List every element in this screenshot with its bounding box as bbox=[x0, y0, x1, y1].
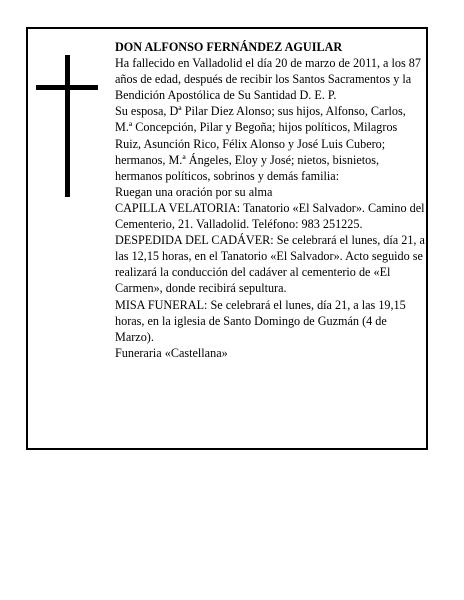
prayer-request: Ruegan una oración por su alma bbox=[115, 184, 273, 199]
wake-chapel-info: CAPILLA VELATORIA: Tanatorio «El Salvador». Camino del Cementerio, 21. Valladolid. Teléfono: 983 251225. bbox=[115, 200, 425, 232]
cross-vertical-bar bbox=[65, 55, 70, 197]
family-list: Su esposa, Dª Pilar Diez Alonso; sus hijos, Alfonso, Carlos, M.ª Concepción, Pilar y Begoña; hijos políticos, Milagros Ruiz, Asunción Rico, Félix Alonso y José Luis Cubero; hermanos, M.ª Ángeles, Eloy y José; nietos, bisnietos, hermanos políticos, sobrinos y demás familia: bbox=[115, 104, 406, 183]
farewell-info: DESPEDIDA DEL CADÁVER: Se celebrará el lunes, día 21, a las 12,15 horas, en el Tanatorio «El Salvador». Acto seguido se realizará la conducción del cadáver al cementerio de «El Carmen», donde recibirá sepultura. bbox=[115, 233, 425, 296]
cross-icon bbox=[36, 55, 98, 197]
funeral-mass-info: MISA FUNERAL: Se celebrará el lunes, día 21, a las 19,15 horas, en la iglesia de Santo Domingo de Guzmán (4 de Marzo). bbox=[115, 297, 406, 344]
funeral-home: Funeraria «Castellana» bbox=[115, 345, 228, 360]
obituary-text bbox=[115, 39, 425, 361]
cross-horizontal-bar bbox=[36, 85, 98, 90]
death-announcement: Ha fallecido en Valladolid el día 20 de marzo de 2011, a los 87 años de edad, después de recibir los Santos Sacramentos y la Bendición Apostólica de Su Santidad D. E. P. bbox=[115, 56, 421, 103]
deceased-name: DON ALFONSO FERNÁNDEZ AGUILAR bbox=[115, 40, 343, 54]
